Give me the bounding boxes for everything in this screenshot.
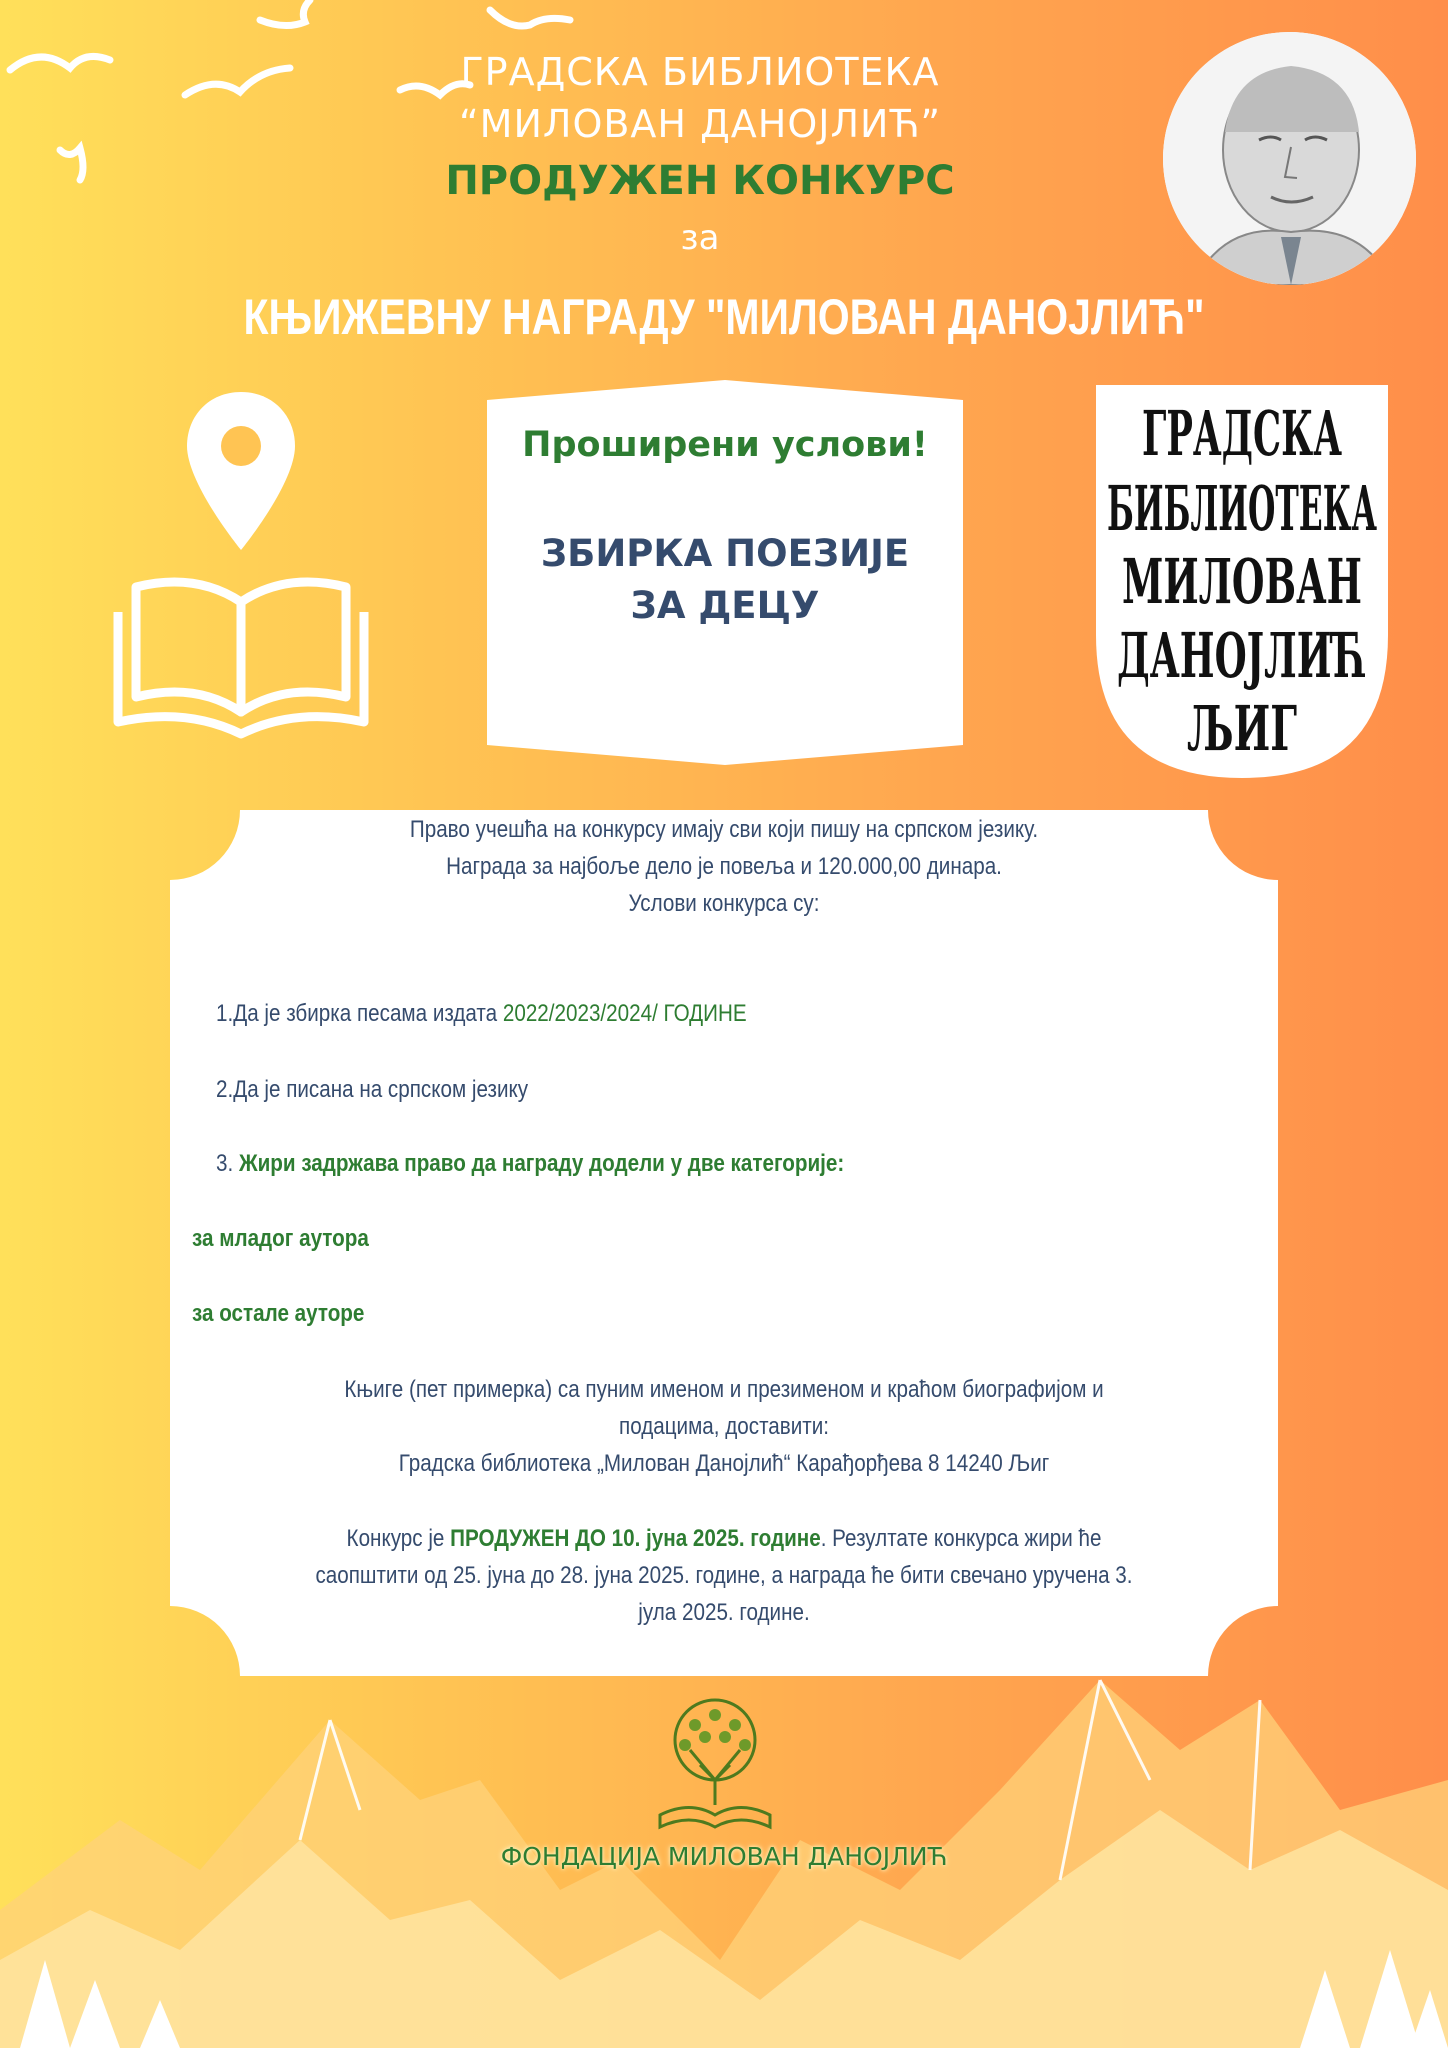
deadline-line-3: јула 2025. године. <box>638 1599 810 1626</box>
condition-3-text: Жири задржава право да награду додели у две категорије: <box>238 1150 845 1177</box>
bird-icon <box>260 0 310 26</box>
condition-1-years: 2022/2023/2024/ ГОДИНЕ <box>502 1000 747 1027</box>
bird-icon <box>10 56 110 70</box>
library-name-line-2: “МИЛОВАН ДАНОЈЛИЋ” <box>458 102 942 146</box>
logo-line-1: ГРАДСКА <box>1142 397 1342 470</box>
logo-line-3: МИЛОВАН <box>1122 545 1362 618</box>
portrait-image <box>1163 32 1416 285</box>
open-book-icon <box>106 562 376 740</box>
banner-title: Проширени услови! <box>522 425 928 465</box>
foundation-name: ФОНДАЦИЈА МИЛОВАН ДАНОЈЛИЋ <box>500 1842 948 1871</box>
deadline-line-2: саопштити од 25. јуна до 28. јуна 2025. године, а награда ће бити свечано уручена 3. <box>315 1562 1133 1589</box>
delivery-address: Градска библиотека „Милован Данојлић“ Карађорђева 8 14240 Љиг <box>398 1450 1050 1477</box>
delivery-line-1: Књиге (пет примерка) са пуним именом и презименом и краћом биографијом и <box>344 1376 1104 1403</box>
deadline-suffix: . Резултате конкурса жири ће <box>820 1525 1102 1552</box>
library-logo <box>1096 385 1388 778</box>
intro-line-2: Награда за најбоље дело је повеља и 120.000,00 динара. <box>446 853 1002 880</box>
delivery-line-2: подацима, доставити: <box>619 1413 829 1440</box>
condition-1-text: 1.Да је збирка песама издата <box>216 1000 503 1027</box>
location-pin-icon <box>183 388 299 554</box>
condition-2: 2.Да је писана на српском језику <box>216 1076 529 1103</box>
bird-icon <box>60 148 83 180</box>
banner-subtitle: ЗБИРКА ПОЕЗИЈЕ ЗА ДЕЦУ <box>540 532 910 627</box>
deadline-highlight: ПРОДУЖЕН ДО 10. јуна 2025. године <box>450 1525 821 1552</box>
logo-line-5: ЉИГ <box>1187 692 1297 765</box>
tree-book-icon <box>640 1695 790 1835</box>
logo-line-4: ДАНОЈЛИЋ <box>1117 619 1367 692</box>
condition-3-number: 3. <box>216 1150 239 1177</box>
for-word: за <box>680 218 720 258</box>
contest-heading: ПРОДУЖЕН КОНКУРС <box>445 158 955 204</box>
logo-line-2: БИБЛИОТЕКА <box>1107 472 1377 545</box>
deadline-line-1 <box>248 1525 1201 1553</box>
intro-line-1: Право учешћа на конкурсу имају сви који пишу на српском језику. <box>409 816 1039 843</box>
library-name-line-1: ГРАДСКА БИБЛИОТЕКА <box>460 50 940 94</box>
bird-icon <box>490 10 570 26</box>
deadline-prefix: Конкурс је <box>346 1525 451 1552</box>
category-young-author: за младог аутора <box>192 1225 369 1252</box>
category-other-authors: за остале ауторе <box>192 1300 365 1327</box>
intro-line-3: Услови конкурса су: <box>628 890 820 917</box>
condition-3 <box>216 1150 844 1178</box>
condition-1 <box>216 1000 747 1028</box>
award-title: КЊИЖЕВНУ НАГРАДУ "МИЛОВАН ДАНОЈЛИЋ" <box>243 289 1205 345</box>
